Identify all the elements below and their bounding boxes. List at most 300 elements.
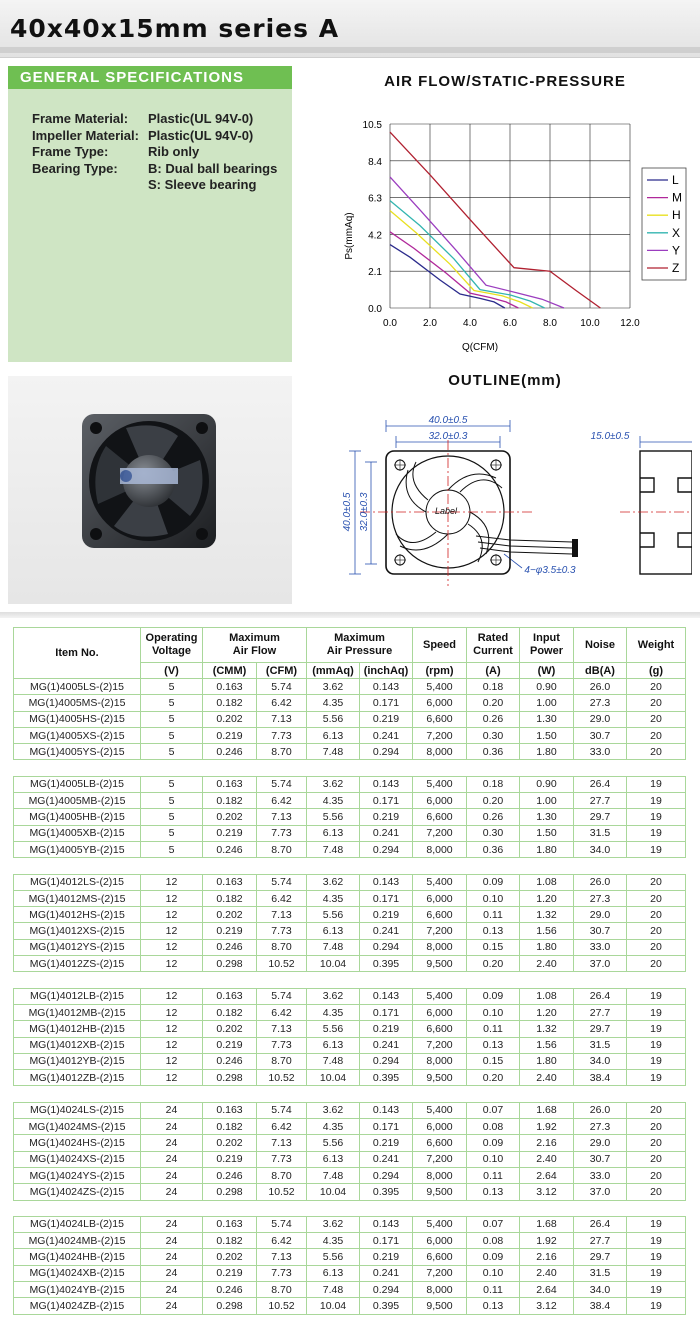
- table-cell: 0.26: [467, 711, 520, 727]
- table-cell: 7.73: [257, 825, 307, 841]
- table-cell: 6.42: [257, 890, 307, 906]
- table-row: [14, 727, 686, 743]
- table-row: [14, 809, 686, 825]
- table-cell: 31.5: [574, 1037, 627, 1053]
- table-cell: 9,500: [413, 956, 467, 972]
- legend-label: H: [672, 208, 681, 223]
- table-cell: 30.7: [574, 923, 627, 939]
- table-cell: 4.35: [307, 1119, 360, 1135]
- table-cell: 5,400: [413, 874, 467, 890]
- series-line-l: [390, 245, 505, 308]
- table-cell: 7,200: [413, 1037, 467, 1053]
- table-cell: 7.48: [307, 841, 360, 857]
- legend-label: Y: [672, 243, 681, 258]
- series-line-m: [390, 232, 518, 308]
- table-cell: 0.298: [203, 1298, 257, 1314]
- table-cell: 0.202: [203, 1135, 257, 1151]
- item-number-cell: MG(1)4024XB-(2)15: [14, 1265, 141, 1281]
- table-cell: 0.143: [360, 1102, 413, 1118]
- table-cell: 0.294: [360, 744, 413, 760]
- table-row: [14, 988, 686, 1004]
- item-number-cell: MG(1)4012LS-(2)15: [14, 874, 141, 890]
- table-cell: 6.13: [307, 923, 360, 939]
- table-cell: 2.64: [520, 1167, 574, 1183]
- table-cell: 0.182: [203, 1119, 257, 1135]
- x-tick-label: 2.0: [423, 318, 437, 329]
- table-cell: 5.56: [307, 1249, 360, 1265]
- table-cell: 5.74: [257, 1102, 307, 1118]
- table-cell: 0.163: [203, 776, 257, 792]
- column-unit: (CMM): [203, 663, 257, 679]
- chart-axes: [363, 120, 641, 329]
- table-cell: 30.7: [574, 727, 627, 743]
- table-cell: 27.3: [574, 1119, 627, 1135]
- table-cell: 6.42: [257, 793, 307, 809]
- table-cell: 0.219: [203, 923, 257, 939]
- table-cell: 5,400: [413, 1216, 467, 1232]
- table-row: [14, 1167, 686, 1183]
- spec-label: Impeller Material:: [32, 127, 139, 143]
- table-cell: 0.202: [203, 711, 257, 727]
- table-row: [14, 1135, 686, 1151]
- column-unit: dB(A): [574, 663, 627, 679]
- product-photo-panel: [8, 376, 292, 604]
- table-cell: 37.0: [574, 956, 627, 972]
- group-spacer: [14, 1200, 686, 1216]
- table-cell: 29.7: [574, 1021, 627, 1037]
- table-cell: 0.171: [360, 1233, 413, 1249]
- table-cell: 0.182: [203, 890, 257, 906]
- table-cell: 0.219: [360, 1135, 413, 1151]
- table-cell: 7.13: [257, 711, 307, 727]
- table-cell: 0.20: [467, 695, 520, 711]
- table-cell: 0.143: [360, 776, 413, 792]
- table-cell: 1.20: [520, 890, 574, 906]
- page-title: 40x40x15mm series A: [10, 14, 340, 43]
- table-cell: 0.90: [520, 776, 574, 792]
- item-number-cell: MG(1)4012MS-(2)15: [14, 890, 141, 906]
- column-unit: (g): [627, 663, 686, 679]
- table-cell: 6,000: [413, 890, 467, 906]
- table-cell: 5: [141, 711, 203, 727]
- item-number-cell: MG(1)4012MB-(2)15: [14, 1004, 141, 1020]
- table-cell: 7.48: [307, 1167, 360, 1183]
- table-cell: 0.202: [203, 1249, 257, 1265]
- table-cell: 0.241: [360, 1037, 413, 1053]
- table-cell: 7,200: [413, 1151, 467, 1167]
- table-cell: 19: [627, 776, 686, 792]
- group-spacer: [14, 1086, 686, 1102]
- table-cell: 0.241: [360, 825, 413, 841]
- table-cell: 2.40: [520, 956, 574, 972]
- table-cell: 20: [627, 907, 686, 923]
- table-cell: 5: [141, 825, 203, 841]
- column-unit: (rpm): [413, 663, 467, 679]
- spacer-cell: [14, 858, 686, 874]
- title-underline: [0, 47, 700, 53]
- table-cell: 0.163: [203, 1102, 257, 1118]
- table-row: [14, 1265, 686, 1281]
- table-cell: 5,400: [413, 679, 467, 695]
- table-row: [14, 1298, 686, 1314]
- table-cell: 29.7: [574, 809, 627, 825]
- table-row: [14, 1151, 686, 1167]
- item-number-cell: MG(1)4005HB-(2)15: [14, 809, 141, 825]
- table-cell: 0.294: [360, 1167, 413, 1183]
- table-cell: 0.202: [203, 907, 257, 923]
- column-header: Maximum Air Flow: [203, 628, 307, 663]
- table-cell: 27.3: [574, 890, 627, 906]
- y-axis-label: Ps(mmAq): [344, 212, 355, 260]
- table-cell: 10.52: [257, 1184, 307, 1200]
- table-cell: 5.74: [257, 1216, 307, 1232]
- column-unit: (W): [520, 663, 574, 679]
- table-cell: 20: [627, 890, 686, 906]
- item-number-cell: MG(1)4024XS-(2)15: [14, 1151, 141, 1167]
- table-cell: 3.12: [520, 1298, 574, 1314]
- table-cell: 7.13: [257, 1249, 307, 1265]
- chart-legend: [642, 168, 686, 280]
- table-cell: 0.219: [203, 1037, 257, 1053]
- spec-value: Plastic(UL 94V-0): [148, 127, 254, 143]
- x-tick-label: 10.0: [580, 318, 600, 329]
- table-cell: 8.70: [257, 1281, 307, 1297]
- table-cell: 0.20: [467, 956, 520, 972]
- table-cell: 19: [627, 1053, 686, 1069]
- table-cell: 26.0: [574, 1102, 627, 1118]
- table-cell: 0.11: [467, 1021, 520, 1037]
- table-cell: 24: [141, 1135, 203, 1151]
- table-cell: 38.4: [574, 1070, 627, 1086]
- table-cell: 0.11: [467, 1281, 520, 1297]
- item-number-cell: MG(1)4012XS-(2)15: [14, 923, 141, 939]
- table-cell: 5: [141, 744, 203, 760]
- table-row: [14, 1249, 686, 1265]
- table-cell: 0.143: [360, 988, 413, 1004]
- table-cell: 0.20: [467, 793, 520, 809]
- table-cell: 0.26: [467, 809, 520, 825]
- table-cell: 33.0: [574, 744, 627, 760]
- table-cell: 0.202: [203, 809, 257, 825]
- model-spec-table: [13, 627, 686, 1315]
- x-axis-label: Q(CFM): [461, 342, 499, 353]
- table-cell: 1.30: [520, 711, 574, 727]
- table-cell: 0.219: [203, 825, 257, 841]
- table-cell: 20: [627, 711, 686, 727]
- table-cell: 0.298: [203, 956, 257, 972]
- table-cell: 0.163: [203, 679, 257, 695]
- table-body: [14, 679, 686, 1315]
- table-cell: 29.0: [574, 907, 627, 923]
- table-cell: 8.70: [257, 1053, 307, 1069]
- table-cell: 0.13: [467, 1298, 520, 1314]
- table-cell: 0.143: [360, 874, 413, 890]
- group-spacer: [14, 972, 686, 988]
- legend-label: Z: [672, 261, 680, 275]
- table-cell: 3.62: [307, 988, 360, 1004]
- column-header: Item No.: [14, 628, 141, 679]
- table-cell: 6,000: [413, 1233, 467, 1249]
- table-cell: 27.3: [574, 695, 627, 711]
- table-cell: 2.40: [520, 1151, 574, 1167]
- chart-series: [390, 132, 600, 308]
- table-cell: 5.56: [307, 907, 360, 923]
- table-cell: 0.182: [203, 793, 257, 809]
- table-cell: 6,600: [413, 907, 467, 923]
- table-cell: 0.182: [203, 695, 257, 711]
- item-number-cell: MG(1)4005LS-(2)15: [14, 679, 141, 695]
- table-cell: 7.73: [257, 727, 307, 743]
- table-cell: 0.182: [203, 1233, 257, 1249]
- table-cell: 12: [141, 956, 203, 972]
- table-cell: 27.7: [574, 1233, 627, 1249]
- table-cell: 12: [141, 1070, 203, 1086]
- table-cell: 7,200: [413, 825, 467, 841]
- table-cell: 0.13: [467, 1037, 520, 1053]
- table-cell: 26.4: [574, 1216, 627, 1232]
- table-cell: 20: [627, 679, 686, 695]
- table-cell: 0.36: [467, 744, 520, 760]
- table-cell: 0.246: [203, 939, 257, 955]
- airflow-pressure-chart: [300, 100, 700, 370]
- table-cell: 29.7: [574, 1249, 627, 1265]
- table-cell: 1.20: [520, 1004, 574, 1020]
- table-cell: 0.163: [203, 988, 257, 1004]
- table-cell: 9,500: [413, 1184, 467, 1200]
- item-number-cell: MG(1)4024ZB-(2)15: [14, 1298, 141, 1314]
- table-row: [14, 711, 686, 727]
- table-cell: 2.16: [520, 1249, 574, 1265]
- table-cell: 9,500: [413, 1298, 467, 1314]
- table-cell: 31.5: [574, 825, 627, 841]
- table-cell: 1.50: [520, 825, 574, 841]
- column-unit: (V): [141, 663, 203, 679]
- table-cell: 0.241: [360, 727, 413, 743]
- table-cell: 0.294: [360, 841, 413, 857]
- table-cell: 5: [141, 679, 203, 695]
- table-cell: 5,400: [413, 988, 467, 1004]
- table-cell: 0.246: [203, 744, 257, 760]
- spec-value: Rib only: [148, 144, 200, 159]
- item-number-cell: MG(1)4005MB-(2)15: [14, 793, 141, 809]
- table-cell: 7.73: [257, 1037, 307, 1053]
- table-cell: 7.48: [307, 939, 360, 955]
- table-cell: 0.11: [467, 1167, 520, 1183]
- item-number-cell: MG(1)4005LB-(2)15: [14, 776, 141, 792]
- table-cell: 5: [141, 727, 203, 743]
- table-cell: 20: [627, 727, 686, 743]
- table-cell: 20: [627, 923, 686, 939]
- table-cell: 12: [141, 890, 203, 906]
- table-cell: 6,600: [413, 711, 467, 727]
- table-row: [14, 679, 686, 695]
- table-cell: 6.13: [307, 1151, 360, 1167]
- table-cell: 24: [141, 1184, 203, 1200]
- series-line-z: [390, 132, 600, 308]
- item-number-cell: MG(1)4005MS-(2)15: [14, 695, 141, 711]
- item-number-cell: MG(1)4024YB-(2)15: [14, 1281, 141, 1297]
- table-cell: 0.241: [360, 923, 413, 939]
- table-cell: 24: [141, 1119, 203, 1135]
- table-cell: 0.163: [203, 1216, 257, 1232]
- table-cell: 24: [141, 1298, 203, 1314]
- item-number-cell: MG(1)4012LB-(2)15: [14, 988, 141, 1004]
- column-unit: (CFM): [257, 663, 307, 679]
- item-number-cell: MG(1)4005HS-(2)15: [14, 711, 141, 727]
- table-cell: 7.13: [257, 907, 307, 923]
- table-cell: 0.07: [467, 1102, 520, 1118]
- table-cell: 0.241: [360, 1265, 413, 1281]
- table-cell: 20: [627, 1151, 686, 1167]
- table-cell: 1.00: [520, 793, 574, 809]
- table-cell: 33.0: [574, 1167, 627, 1183]
- table-cell: 0.18: [467, 776, 520, 792]
- table-cell: 0.09: [467, 1135, 520, 1151]
- table-cell: 6.13: [307, 727, 360, 743]
- table-cell: 12: [141, 923, 203, 939]
- table-cell: 10.04: [307, 956, 360, 972]
- table-cell: 0.10: [467, 1004, 520, 1020]
- table-cell: 12: [141, 1021, 203, 1037]
- x-tick-label: 12.0: [620, 318, 640, 329]
- table-cell: 1.50: [520, 727, 574, 743]
- column-header: Rated Current: [467, 628, 520, 663]
- table-cell: 12: [141, 1004, 203, 1020]
- column-unit: (A): [467, 663, 520, 679]
- spec-value: B: Dual ball bearings: [148, 160, 278, 176]
- item-number-cell: MG(1)4024MS-(2)15: [14, 1119, 141, 1135]
- table-cell: 0.09: [467, 988, 520, 1004]
- table-cell: 8.70: [257, 939, 307, 955]
- table-cell: 6,000: [413, 1119, 467, 1135]
- table-cell: 27.7: [574, 1004, 627, 1020]
- table-cell: 26.4: [574, 988, 627, 1004]
- table-cell: 24: [141, 1216, 203, 1232]
- title-bar: [0, 0, 700, 58]
- table-cell: 0.30: [467, 825, 520, 841]
- table-cell: 3.62: [307, 776, 360, 792]
- table-cell: 19: [627, 1298, 686, 1314]
- table-cell: 5.74: [257, 874, 307, 890]
- table-cell: 3.62: [307, 1216, 360, 1232]
- table-cell: 0.395: [360, 956, 413, 972]
- table-cell: 24: [141, 1233, 203, 1249]
- table-cell: 0.219: [203, 727, 257, 743]
- table-cell: 7.73: [257, 1265, 307, 1281]
- table-cell: 30.7: [574, 1151, 627, 1167]
- table-cell: 7.48: [307, 1281, 360, 1297]
- table-cell: 31.5: [574, 1265, 627, 1281]
- table-cell: 34.0: [574, 1053, 627, 1069]
- section-separator: [0, 612, 700, 618]
- table-cell: 0.171: [360, 890, 413, 906]
- table-cell: 4.35: [307, 1004, 360, 1020]
- table-cell: 38.4: [574, 1298, 627, 1314]
- table-cell: 19: [627, 1281, 686, 1297]
- table-cell: 20: [627, 1184, 686, 1200]
- table-cell: 1.80: [520, 939, 574, 955]
- table-cell: 19: [627, 825, 686, 841]
- table-cell: 0.163: [203, 874, 257, 890]
- table-cell: 20: [627, 1135, 686, 1151]
- table-cell: 0.294: [360, 939, 413, 955]
- table-row: [14, 1184, 686, 1200]
- table-cell: 24: [141, 1265, 203, 1281]
- table-cell: 5,400: [413, 776, 467, 792]
- table-cell: 9,500: [413, 1070, 467, 1086]
- table-cell: 0.246: [203, 1281, 257, 1297]
- table-cell: 20: [627, 744, 686, 760]
- table-cell: 0.219: [360, 711, 413, 727]
- table-cell: 6,600: [413, 1135, 467, 1151]
- table-cell: 5.74: [257, 988, 307, 1004]
- table-cell: 8,000: [413, 744, 467, 760]
- table-cell: 29.0: [574, 1135, 627, 1151]
- table-cell: 1.68: [520, 1216, 574, 1232]
- y-tick-label: 4.2: [368, 230, 382, 242]
- table-row: [14, 1281, 686, 1297]
- table-cell: 10.04: [307, 1070, 360, 1086]
- item-number-cell: MG(1)4012ZB-(2)15: [14, 1070, 141, 1086]
- table-row: [14, 825, 686, 841]
- table-cell: 19: [627, 1249, 686, 1265]
- table-cell: 0.08: [467, 1119, 520, 1135]
- table-cell: 0.15: [467, 939, 520, 955]
- table-cell: 4.35: [307, 793, 360, 809]
- dim-inner-height: 32.0±0.3: [359, 492, 370, 532]
- table-cell: 0.246: [203, 1053, 257, 1069]
- spec-label: Frame Type:: [32, 144, 109, 159]
- table-cell: 0.294: [360, 1053, 413, 1069]
- table-cell: 24: [141, 1151, 203, 1167]
- table-cell: 3.62: [307, 1102, 360, 1118]
- table-cell: 0.09: [467, 1249, 520, 1265]
- table-cell: 1.92: [520, 1119, 574, 1135]
- item-number-cell: MG(1)4024ZS-(2)15: [14, 1184, 141, 1200]
- table-cell: 7.48: [307, 744, 360, 760]
- dim-depth: 15.0±0.5: [590, 431, 630, 442]
- table-cell: 0.13: [467, 923, 520, 939]
- item-number-cell: MG(1)4012ZS-(2)15: [14, 956, 141, 972]
- table-cell: 4.35: [307, 1233, 360, 1249]
- table-cell: 10.52: [257, 956, 307, 972]
- table-cell: 1.32: [520, 907, 574, 923]
- table-cell: 0.10: [467, 890, 520, 906]
- table-cell: 10.52: [257, 1298, 307, 1314]
- table-cell: 6,000: [413, 695, 467, 711]
- table-cell: 27.7: [574, 793, 627, 809]
- table-row: [14, 744, 686, 760]
- item-number-cell: MG(1)4024LB-(2)15: [14, 1216, 141, 1232]
- table-cell: 0.10: [467, 1151, 520, 1167]
- table-row: [14, 939, 686, 955]
- table-cell: 12: [141, 939, 203, 955]
- table-row: [14, 1102, 686, 1118]
- table-cell: 5: [141, 695, 203, 711]
- table-cell: 8,000: [413, 841, 467, 857]
- table-cell: 0.298: [203, 1070, 257, 1086]
- spec-value: Plastic(UL 94V-0): [148, 111, 254, 126]
- table-cell: 7.13: [257, 1135, 307, 1151]
- table-cell: 37.0: [574, 1184, 627, 1200]
- item-number-cell: MG(1)4012YB-(2)15: [14, 1053, 141, 1069]
- table-cell: 1.68: [520, 1102, 574, 1118]
- table-cell: 8,000: [413, 1053, 467, 1069]
- table-cell: 12: [141, 1037, 203, 1053]
- table-cell: 0.395: [360, 1070, 413, 1086]
- table-cell: 19: [627, 988, 686, 1004]
- table-cell: 0.10: [467, 1265, 520, 1281]
